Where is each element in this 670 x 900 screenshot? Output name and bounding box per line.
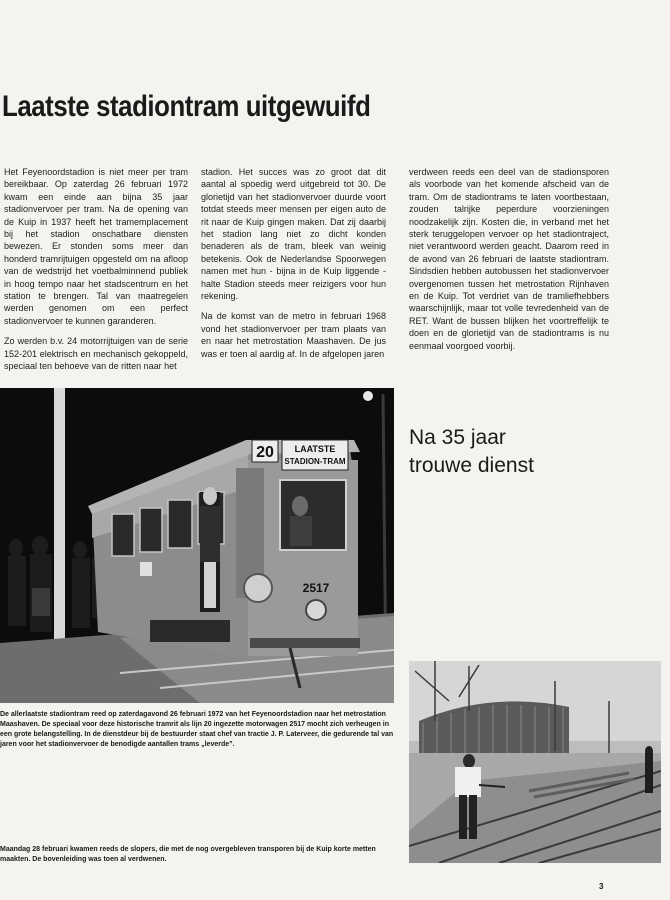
article-column-1 bbox=[4, 166, 188, 381]
demolition-photo-caption: Maandag 28 februari kwamen reeds de slopers, die met de nog overgebleven transporen bij de Kuip korte metten maakten. De bovenleiding was toen al verdwenen. bbox=[0, 846, 376, 863]
demolition-photo bbox=[409, 661, 661, 863]
tram-photo-illustration bbox=[0, 388, 394, 703]
paragraph: verdween reeds een deel van de stadionsporen als voorbode van het komende afscheid van de tram. Om de stadiontrams te laten voortbestaan, zouden talrijke peperdure voorzieningen noodzakelijk zijn. Kosten die, in verband met het sterk teruggelopen vervoer op het stadiontraject, niet verantwoord werden geacht. Daarom reed in de avond van 26 februari de laatste stadiontram. Sindsdien hebben autobussen het stadionvervoer overgenomen tussen het metrostation Rijnhaven en de Kuip. Tot verdriet van de tramliefhebbers waarschijnlijk, maar tot volle tevredenheid van de RET. Want de bussen blijken het voortreffelijk te doen en de glorietijd van de stadiontrams is nu eenmaal voorgoed voorbij. bbox=[409, 167, 609, 351]
paragraph: Het Feyenoordstadion is niet meer per tram bereikbaar. Op zaterdag 26 februari 1972 kwam een einde aan bijna 35 jaar stadionvervoer per tram. Na de opening van de Kuip in 1937 heeft het tramemplacement bij het stadion onschatbare diensten bewezen. Er stonden soms meer dan honderd tramrijtuigen opgesteld om na afloop van de wedstrijd het voetbalminnend publiek in hoog tempo naar het stadscentrum en het station te brengen. Tal van maatregelen werden genomen om een perfect stadionvervoer te kunnen garanderen. bbox=[4, 167, 188, 326]
tram-photo bbox=[0, 388, 394, 703]
line-number: 20 bbox=[256, 444, 274, 461]
subheading-line1: Na 35 jaar bbox=[409, 426, 506, 449]
destination-sign-line1: LAATSTE bbox=[294, 444, 336, 454]
article-title: Laatste stadiontram uitgewuifd bbox=[2, 90, 371, 123]
tram-photo-caption: De allerlaatste stadiontram reed op zaterdagavond 26 februari 1972 van het Feyenoordstadion naar het metrostation Maashaven. De speciaal voor deze historische tramrit als lijn 20 ingezette motorwagen 2517 mocht zich verheugen in een grote belangstelling. In de dienstdeur bij de bestuurder staat chef van tractie J. P. Laterveer, die gedurende tal van jaren voor het stadionvervoer de benodigde aantallen trams „leverde”. bbox=[0, 711, 394, 748]
subheading-line2: trouwe dienst bbox=[409, 454, 534, 477]
page-number: 3 bbox=[599, 882, 604, 891]
paragraph: stadion. Het succes was zo groot dat dit aantal al spoedig werd uitgebreid tot 30. De glorietijd van het stadionvervoer duurde voort totdat steeds meer mensen per eigen auto de rit naar de Kuip gingen maken. Dat zij daarbij het stadion lang niet zo dicht konden benaderen als de tram, bleek van weinig betekenis. Ook de Nederlandse Spoorwegen namen met hun - bijna in de Kuip liggende - halte Stadion steeds meer reizigers voor hun rekening. bbox=[201, 167, 386, 302]
demolition-photo-illustration bbox=[409, 661, 661, 863]
photo-subheading bbox=[409, 424, 609, 480]
destination-sign-line2: STADION-TRAM bbox=[284, 457, 346, 466]
article-column-2 bbox=[201, 166, 386, 368]
article-column-3 bbox=[409, 166, 609, 360]
paragraph: Na de komst van de metro in februari 1968 vond het stadionvervoer per tram plaats van en naar het metrostation Maashaven. De jus was er toen al aardig af. In de afgelopen jaren bbox=[201, 311, 386, 359]
paragraph: Zo werden b.v. 24 motorrijtuigen van de serie 152-201 elektrisch en mechanisch gekoppeld, speciaal ten behoeve van de ritten naar het bbox=[4, 336, 188, 372]
car-number: 2517 bbox=[302, 581, 330, 595]
